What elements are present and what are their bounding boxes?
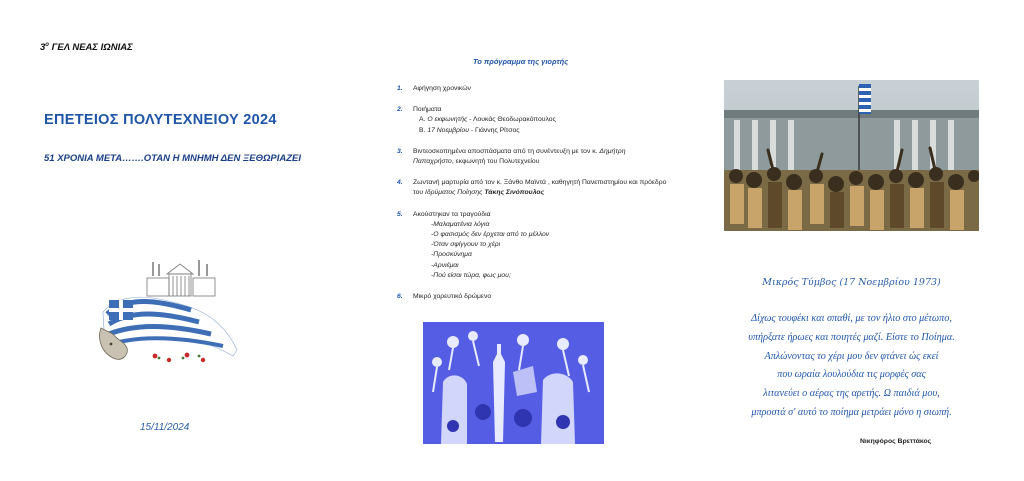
list-item — [397, 292, 667, 302]
poem-entry: Α. Ο εκφωνητής - Λουκάς Θεοδωρακόπουλος — [419, 116, 556, 124]
subtitle: 51 ΧΡΟΝΙΑ ΜΕΤΑ…….ΟΤΑΝ Η ΜΝΗΜΗ ΔΕΝ ΞΕΘΩΡΙΑΖΕΙ — [44, 153, 302, 164]
item-text: Αφήγηση χρονικών — [413, 85, 471, 92]
list-item — [397, 147, 667, 167]
event-date: 15/11/2024 — [140, 422, 190, 433]
list-item — [397, 210, 667, 281]
song-entry: -Ο φασισμός δεν έρχεται από το μέλλον — [431, 231, 550, 239]
protesters-on-gate-photo — [423, 322, 604, 444]
school-name: $3^o$ ΓΕΛ ΝΕΑΣ ΙΩΝΙΑΣ — [40, 42, 133, 54]
item-text: Ακούστηκαν τα τραγούδια — [413, 210, 491, 218]
item-text: Ποιήματα — [413, 106, 442, 114]
main-title: ΕΠΕΤΕΙΟΣ ΠΟΛΥΤΕΧΝΕΙΟΥ 2024 — [44, 112, 277, 128]
item-number: 1. — [397, 85, 403, 92]
item-text: Μικρό χορευτικό δρώμενο — [413, 293, 492, 301]
item-text: Ζωντανή μαρτυρία από τον κ. Ξάνθο Μαϊντά , καθηγητή Πανεπιστημίου και πρόεδρο του Ιδρύματος Ποίησης Τάκης Σινόπουλος — [413, 179, 667, 197]
list-item — [397, 84, 667, 94]
song-entry: -Πού είσαι τώρα, φως μου; — [431, 271, 511, 279]
poem-line: μπροστά σ' αυτό το ποίημα μετράει μόνο η σιωπή. — [751, 406, 952, 418]
list-item — [397, 178, 667, 198]
song-entry: -Αρνιέμαι — [431, 261, 459, 269]
item-number: 2. — [397, 106, 403, 114]
item-text: Βιντεοσκοπημένα αποσπάσματα από τη συνέντευξη με τον κ. Δημήτρη Παπαχρήστο, εκφωνητή του Πολυτεχνείου — [413, 147, 626, 166]
song-entry: -Μαλαματένια λόγια — [431, 220, 490, 228]
list-item — [397, 105, 667, 136]
item-number: 4. — [397, 179, 403, 187]
poem-line: Δίχως τουφέκι και σπαθί, με τον ήλιο στο μέτωπο, — [751, 313, 952, 324]
poem-author: Νικηφόρος Βρεττάκος — [860, 438, 932, 445]
poem-text — [714, 310, 989, 423]
poem-title: Μικρός Τύμβος (17 Νοεμβρίου 1973) — [762, 277, 941, 288]
poem-entry: Β. 17 Νοεμβρίου - Γιάννης Ρίτσος — [419, 126, 520, 134]
item-number: 3. — [397, 147, 403, 155]
song-entry: -Προσκύνημα — [431, 251, 472, 259]
song-entry: -Όταν σφίγγουν το χέρι — [431, 241, 501, 249]
poem-line: Απλώνοντας το χέρι μου δεν φτάνει ώς εκεί — [764, 350, 939, 362]
poem-line: υπήρξατε ήρωες και ποιητές μαζί. Είστε το Ποίημα. — [748, 331, 955, 343]
polytechnic-flag-illustration — [95, 252, 245, 372]
protest-crowd-photo — [724, 80, 979, 231]
poem-line: λιτανεύει ο αέρας της αρετής. Ω παιδιά μου, — [763, 388, 940, 400]
program-list — [397, 84, 667, 313]
item-number: 6. — [397, 293, 403, 301]
program-title: Το πρόγραμμα της γιορτής — [473, 57, 569, 66]
item-number: 5. — [397, 210, 403, 218]
poem-line: που ωραία λουλούδια τις μορφές σας — [777, 369, 926, 381]
